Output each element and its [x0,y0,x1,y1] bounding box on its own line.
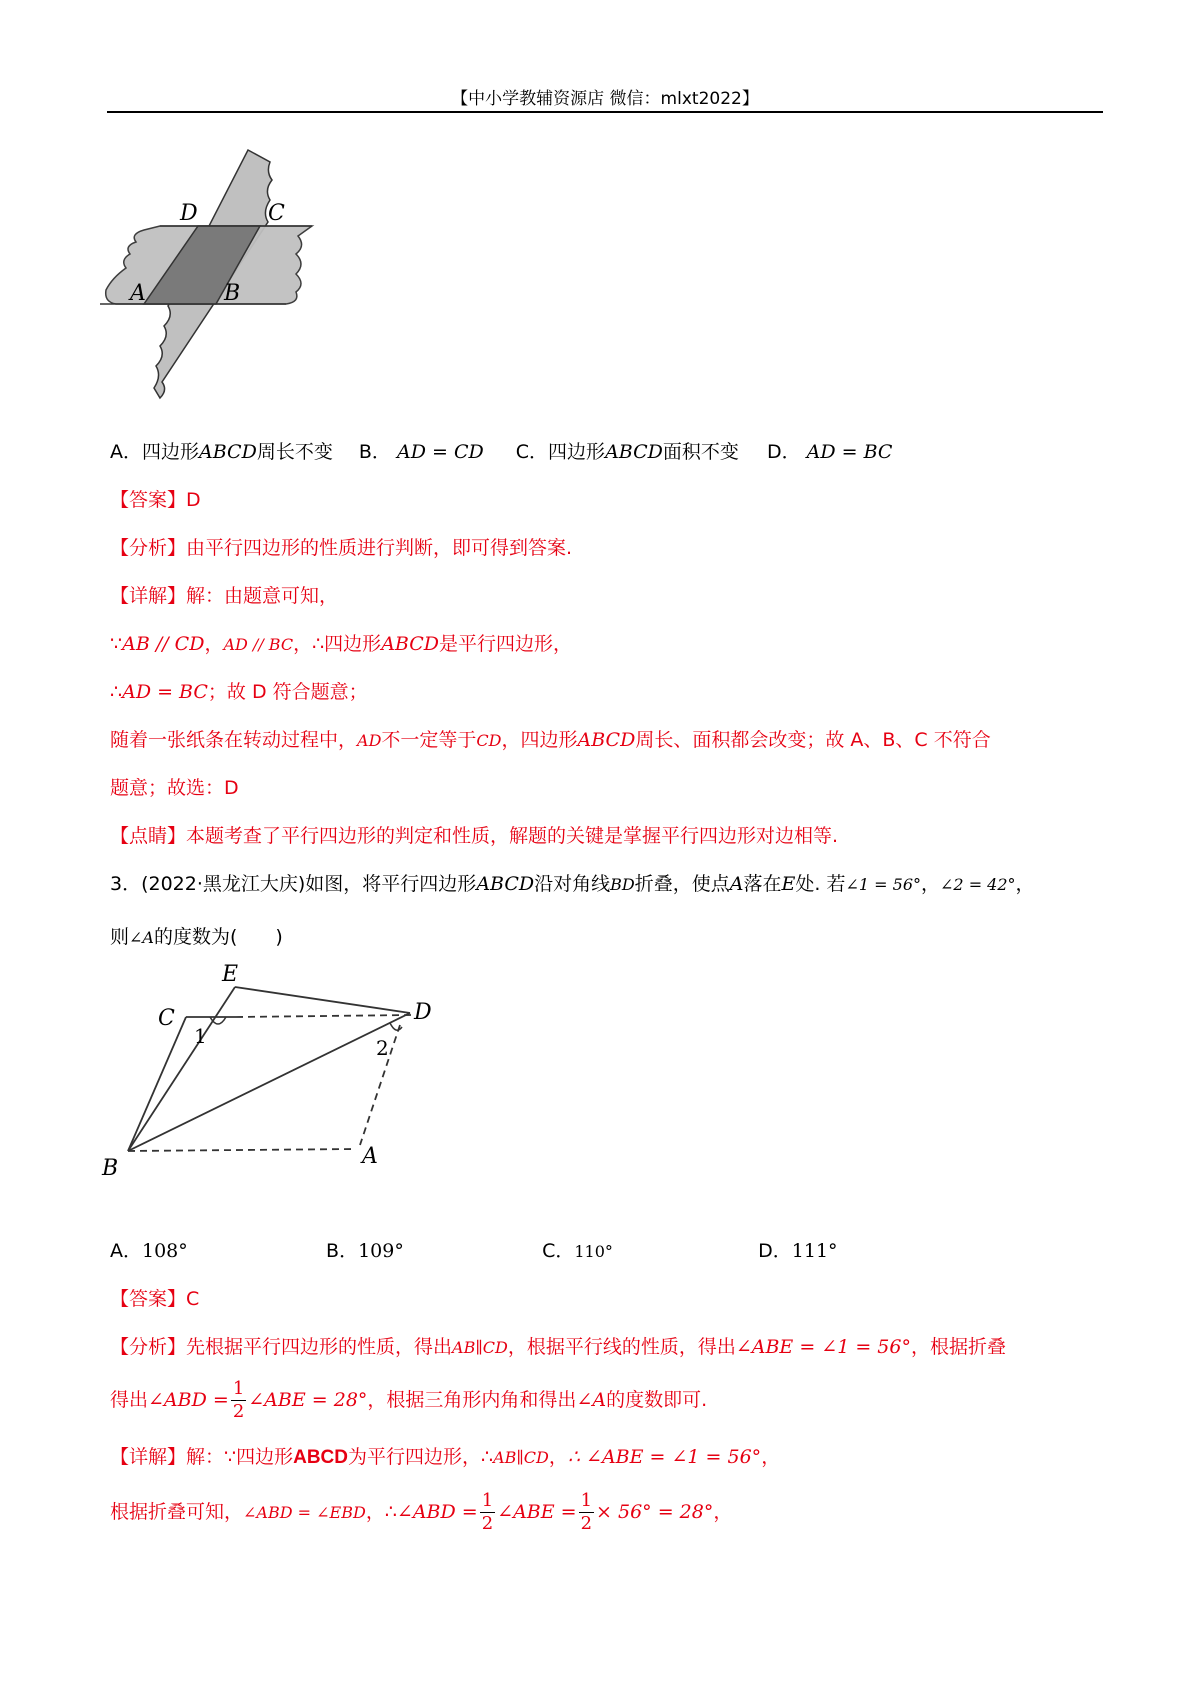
q3-option-a: A．108° [110,1240,188,1262]
fraction-one-half: $\frac{1}{2}$ [481,1490,494,1534]
q2-detail-line4: 随着一张纸条在转动过程中，AD不一定等于CD，四边形ABCD周长、面积都会改变；故 A、B、C 不符合 [110,729,991,751]
header-rule [107,111,1103,113]
fraction-one-half: $\frac{1}{2}$ [232,1378,245,1422]
q2-option-a: A．四边形ABCD周长不变 [110,441,333,463]
label-C: C [268,201,285,226]
label-A: A [130,281,146,306]
label-B: B [224,281,241,306]
q2-detail-line2: ∵AB // CD，AD // BC，∴四边形ABCD是平行四边形， [110,633,573,655]
q3-detail-line1: 【详解】解：∵四边形ABCD为平行四边形，∴AB∥CD，∴ ∠ABE = ∠1 = 56°， [110,1446,781,1468]
q3-detail-line2: 根据折叠可知，∠ABD = ∠EBD，∴∠ABD = $\frac{1}{2}$ ∠ABE = $\frac{1}{2}$ × 56° = 28°， [110,1490,733,1534]
q2-option-c: C．四边形ABCD面积不变 [515,441,739,463]
label-E: E [222,962,239,987]
q3-option-c: C．110° [542,1240,613,1262]
q2-analysis: 【分析】由平行四边形的性质进行判断，即可得到答案. [110,537,573,559]
q3-option-b: B．109° [326,1240,404,1262]
label-D: D [180,201,198,226]
q2-option-d: D． AD = BC [766,441,893,463]
q3-stem-line2: 则∠A的度数为( ) [110,926,283,948]
q2-detail-line5: 题意；故选：D [110,777,239,799]
q2-detail-line1: 【详解】解：由题意可知， [110,585,339,607]
angle-label-2: 2 [376,1036,389,1060]
page-header: 【中小学教辅资源店 微信：mlxt2022】 [451,89,759,109]
q2-option-b: B． AD = CD [358,441,484,463]
q3-stem-line1: 3．(2022·黑龙江大庆)如图，将平行四边形ABCD沿对角线BD折叠，使点A落在E处. 若∠1 = 56°，∠2 = 42°， [110,873,1035,895]
angle-label-1: 1 [194,1024,207,1048]
q2-answer: 【答案】D [110,489,201,511]
label-C: C [158,1006,175,1031]
q2-options [110,437,892,467]
q3-options [110,1236,1010,1267]
fraction-one-half: $\frac{1}{2}$ [580,1490,593,1534]
q3-option-d: D．111° [758,1240,838,1262]
figure-paper-strips [100,150,360,400]
label-D: D [414,1000,432,1025]
q3-answer: 【答案】C [110,1288,200,1310]
q2-point: 【点睛】本题考查了平行四边形的判定和性质，解题的关键是掌握平行四边形对边相等. [110,825,839,847]
label-A: A [362,1144,378,1169]
q3-analysis-line1: 【分析】先根据平行四边形的性质，得出AB∥CD，根据平行线的性质，得出∠ABE = ∠1 = 56°，根据折叠 [110,1336,1006,1358]
figure-folded-parallelogram [100,962,440,1205]
label-B: B [102,1156,119,1181]
q3-analysis-line2: 得出∠ABD = $\frac{1}{2}$ ∠ABE = 28°，根据三角形内角和得出∠A的度数即可. [110,1378,708,1422]
q2-detail-line3: ∴AD = BC；故 D 符合题意； [110,681,368,703]
